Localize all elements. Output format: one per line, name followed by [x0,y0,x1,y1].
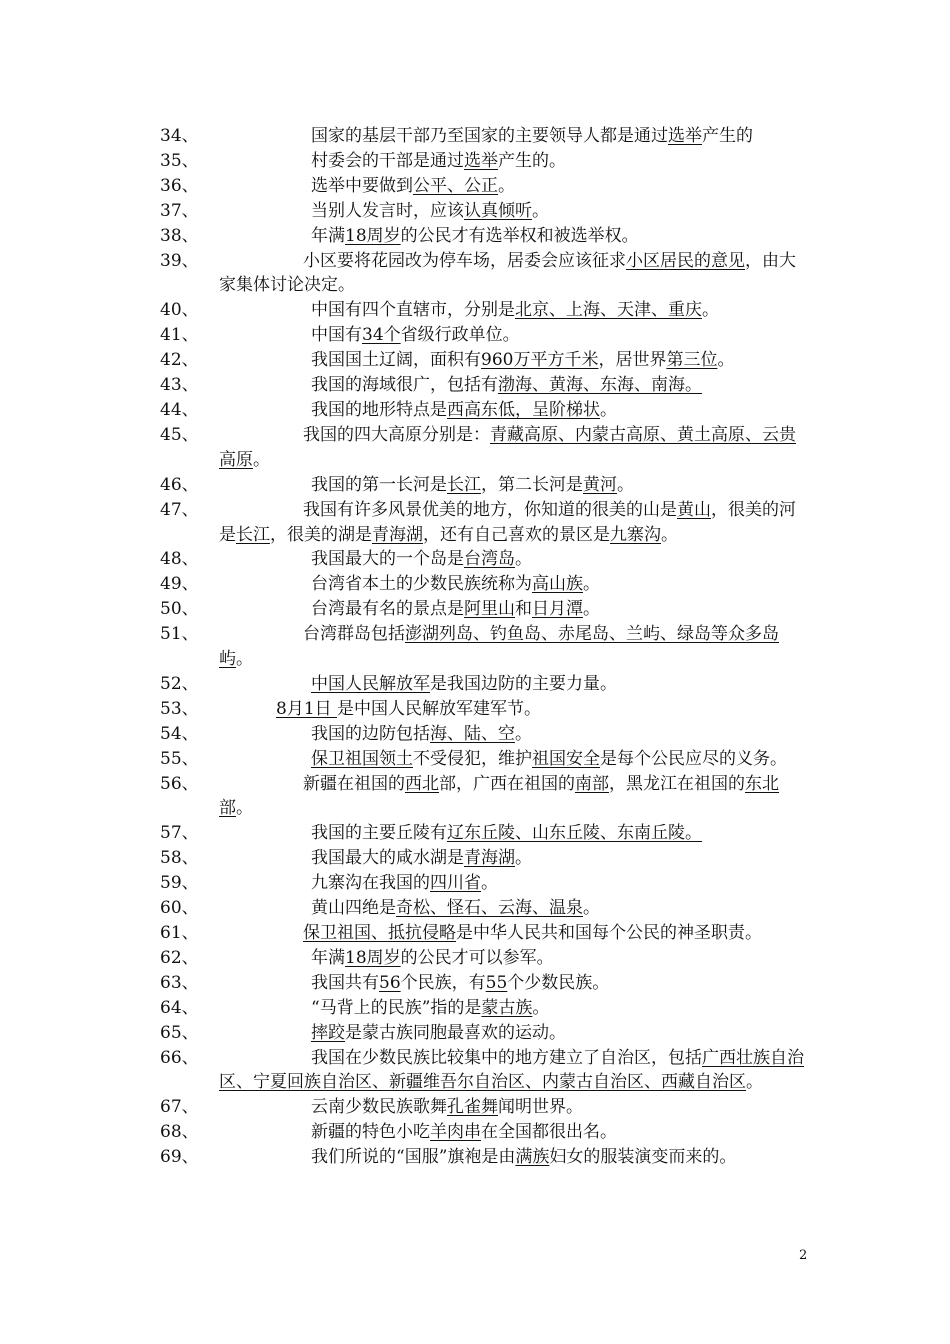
answer-text: 蒙古族 [481,997,533,1018]
item-text [219,373,810,398]
sentence-text: ，由大家集体讨论决定。 [219,250,796,296]
answer-text: 西北 [405,773,439,794]
item-number: 41、 [160,325,199,346]
answer-text: 渤海、黄海、东海、南海。 [498,375,702,396]
page-number: 2 [799,1248,808,1263]
item-text [219,871,810,896]
list-item [160,149,810,174]
item-number: 57、 [160,823,199,844]
sentence-text: 。 [583,599,600,620]
sentence-text: 台湾群岛包括 [303,624,405,645]
sentence-text: 我们所说的“国服”旗袍是由 [311,1147,516,1168]
sentence-text: 是中国人民解放军建军节。 [337,698,542,719]
answer-text: 选举 [668,126,702,146]
sentence-text: 台湾最有名的景点是 [311,599,464,620]
sentence-text: 。 [532,200,549,221]
sentence-text: 。 [717,350,735,371]
item-number: 49、 [160,574,199,595]
answer-text: 澎湖列岛、钓鱼岛、赤尾岛、兰屿、绿岛等众多岛屿 [219,624,779,670]
answer-text: 东北部 [219,773,779,819]
item-text [219,249,810,299]
answer-text: 保卫祖国、抵抗侵略 [303,923,456,943]
sentence-text: ，第二长河是 [481,474,583,495]
item-text [219,1021,810,1046]
item-text [219,473,810,498]
item-number: 62、 [160,947,199,968]
item-number: 65、 [160,1022,199,1043]
answer-text: 青海湖 [464,848,515,869]
sentence-text: ，黑龙江在祖国的 [609,773,745,794]
sentence-text: 黄山四绝是 [311,898,396,919]
list-item [160,697,810,722]
sentence-text: 妇女的服装演变而来的。 [549,1147,737,1168]
list-item [160,373,810,398]
answer-text: 海、陆、空 [430,723,515,744]
answer-text: 台湾岛 [464,549,515,570]
sentence-text: 我国的主要丘陵有 [311,823,447,844]
answer-text: 祖国安全 [532,748,600,769]
list-item [160,821,810,846]
sentence-text: 。 [583,574,600,595]
sentence-text: 不受侵犯，维护 [413,748,532,769]
sentence-text: 。 [702,300,719,321]
item-text [219,199,810,224]
sentence-text: 我国的四大高原分别是： [303,424,490,445]
sentence-text: 。 [746,1072,763,1093]
item-text [219,348,810,373]
item-text [219,672,810,697]
sentence-text: “马背上的民族”指的是 [311,997,482,1018]
list-item [160,846,810,871]
list-item [160,996,810,1021]
answer-text: 公平、公正 [413,175,498,196]
answer-text: 56 [379,972,401,993]
list-item [160,398,810,423]
sentence-text: 产生的。 [498,150,566,171]
sentence-text: 我国国土辽阔，面积有 [311,350,481,371]
item-number: 45、 [160,424,199,445]
answer-text: 保卫祖国领土 [311,748,413,769]
sentence-text: 年满 [311,225,345,246]
item-number: 34、 [160,126,199,146]
sentence-text: 是每个公民应尽的义务。 [600,748,787,769]
item-text [219,747,810,772]
item-number: 66、 [160,1047,199,1068]
item-number: 55、 [160,748,199,769]
sentence-text: 是中华人民共和国每个公民的神圣职责。 [456,923,762,943]
sentence-text: 中国有四个直辖市，分别是 [311,300,515,321]
sentence-text: 。 [583,898,600,919]
answer-text: 奇松、怪石、云海、温泉 [396,898,583,919]
answer-text: 8月1日 [276,698,338,719]
item-number: 46、 [160,474,199,495]
sentence-text: 。 [532,997,550,1018]
answer-text: 高山族 [532,574,583,595]
sentence-text: 在全国都很出名。 [481,1122,617,1143]
answer-text: 辽东丘陵、山东丘陵、东南丘陵。 [447,823,702,844]
answer-text: 摔跤 [311,1022,345,1043]
item-number: 44、 [160,399,199,420]
sentence-text: 国家的基层干部乃至国家的主要领导人都是通过 [311,126,668,146]
answer-text: 第三位 [666,350,718,371]
answer-text: 青藏高原、内蒙古高原、黄土高原、云贵高原 [219,424,796,470]
sentence-text: 年满 [311,947,345,968]
item-number: 54、 [160,723,199,744]
answer-text: 认真倾听 [464,200,532,221]
sentence-text: 和 [515,599,532,620]
list-item [160,1095,810,1120]
answer-text: 满族 [515,1147,550,1168]
answer-text: 青海湖 [372,524,423,545]
answer-text: 960万平方千米 [481,350,599,371]
item-number: 43、 [160,375,199,396]
item-text [219,323,810,348]
sentence-text: 我国的海域很广，包括有 [311,375,498,396]
item-text [219,921,810,946]
answer-text: 孔雀舞 [447,1097,498,1118]
item-text [219,124,810,149]
list-item [160,1145,810,1170]
sentence-text: 。 [236,798,253,819]
sentence-text: 新疆的特色小吃 [311,1122,430,1143]
item-number: 36、 [160,175,199,196]
item-number: 68、 [160,1122,199,1143]
sentence-text: 我国的第一长河是 [311,474,447,495]
sentence-text: 当别人发言时，应该 [311,200,464,221]
answer-text: 18周岁 [345,225,401,246]
list-item [160,1021,810,1046]
sentence-text: 我国的地形特点是 [311,399,447,420]
item-text [219,149,810,174]
list-item [160,298,810,323]
list-item [160,921,810,946]
sentence-text: 。 [253,449,270,470]
item-text [219,697,810,722]
sentence-text: ，很美的湖是 [270,524,372,545]
list-item [160,1120,810,1145]
list-item [160,946,810,971]
list-item [160,722,810,747]
list-item [160,174,810,199]
sentence-text: 我国共有 [311,972,379,993]
answer-text: 55 [485,972,508,993]
item-text [219,398,810,423]
sentence-text: 我国最大的一个岛是 [311,549,464,570]
list-item [160,622,810,672]
item-text [219,597,810,622]
list-item [160,498,810,548]
sentence-text: 的公民才可以参军。 [400,947,554,968]
item-number: 59、 [160,873,199,894]
sentence-text: 部，广西在祖国的 [439,773,575,794]
sentence-text: 台湾省本土的少数民族统称为 [311,574,532,595]
item-number: 63、 [160,972,199,993]
answer-text: 日月潭 [532,599,583,620]
sentence-text: 。 [515,848,532,869]
item-text [219,971,810,996]
list-item [160,971,810,996]
sentence-text: 云南少数民族歌舞 [311,1097,447,1118]
list-item [160,547,810,572]
item-number: 60、 [160,898,199,919]
numbered-list [160,124,810,1170]
item-text [219,174,810,199]
sentence-text: 。 [661,524,678,545]
sentence-text: 我国在少数民族比较集中的地方建立了自治区，包括 [311,1047,702,1068]
item-number: 52、 [160,673,199,694]
item-number: 35、 [160,150,199,171]
sentence-text: 。 [515,723,532,744]
answer-text: 九寨沟 [610,524,661,545]
sentence-text: ，很美的河是 [219,499,796,545]
item-number: 51、 [160,624,199,645]
item-text [219,572,810,597]
sentence-text: 中国有 [311,325,362,346]
item-text [219,846,810,871]
sentence-text: 产生的 [702,126,753,146]
sentence-text: 小区要将花园改为停车场，居委会应该征求 [303,250,626,271]
answer-text: 选举 [464,150,498,171]
item-number: 50、 [160,599,199,620]
item-text [219,298,810,323]
item-text [219,1120,810,1145]
sentence-text: 我国有许多风景优美的地方，你知道的很美的山是 [303,499,677,520]
list-item [160,124,810,149]
answer-text: 广西壮族自治区、宁夏回族自治区、新疆维吾尔自治区、内蒙古自治区、西藏自治区 [219,1047,804,1093]
item-number: 40、 [160,300,199,321]
sentence-text: 。 [236,649,253,670]
item-number: 48、 [160,549,199,570]
item-number: 39、 [160,250,199,271]
answer-text: 长江 [447,474,481,495]
sentence-text: 。 [481,873,498,894]
list-item [160,473,810,498]
item-text [219,622,810,672]
list-item [160,572,810,597]
answer-text: 中国人民解放军 [311,673,430,694]
answer-text: 34个 [362,325,401,346]
item-number: 58、 [160,848,199,869]
sentence-text: 的公民才有选举权和被选举权。 [400,225,639,246]
list-item [160,249,810,299]
item-number: 67、 [160,1097,199,1118]
answer-text: 黄河 [583,474,617,495]
item-text [219,896,810,921]
answer-text: 黄山 [677,499,711,520]
list-item [160,348,810,373]
list-item [160,772,810,822]
sentence-text: 村委会的干部是通过 [311,150,464,171]
sentence-text: 九寨沟在我国的 [311,873,430,894]
item-text [219,946,810,971]
sentence-text: 个少数民族。 [507,972,610,993]
sentence-text: 。 [617,474,634,495]
item-text [219,547,810,572]
list-item [160,423,810,473]
item-number: 64、 [160,997,199,1018]
answer-text: 长江 [236,524,270,545]
item-text [219,821,810,846]
sentence-text: 。 [515,549,532,570]
sentence-text: 是蒙古族同胞最喜欢的运动。 [345,1022,566,1043]
list-item [160,871,810,896]
sentence-text: ，居世界 [598,350,667,371]
item-text [219,1046,810,1096]
list-item [160,1046,810,1096]
item-text [219,1145,810,1170]
sentence-text: 选举中要做到 [311,175,413,196]
sentence-text: 。 [498,175,515,196]
item-text [219,224,810,249]
sentence-text: 个民族，有 [400,972,486,993]
item-text [219,996,810,1021]
item-text [219,423,810,473]
answer-text: 小区居民的意见 [626,250,745,271]
answer-text: 西高东低，呈阶梯状 [447,399,600,420]
item-text [219,772,810,822]
answer-text: 阿里山 [464,599,515,620]
list-item [160,597,810,622]
answer-text: 18周岁 [345,947,401,968]
sentence-text: ，还有自己喜欢的景区是 [423,524,610,545]
answer-text: 羊肉串 [430,1122,481,1143]
item-number: 42、 [160,350,199,371]
item-text [219,498,810,548]
item-number: 56、 [160,773,199,794]
item-number: 61、 [160,923,199,943]
list-item [160,224,810,249]
sentence-text: 省级行政单位。 [400,325,520,346]
item-number: 37、 [160,200,199,221]
sentence-text: 新疆在祖国的 [303,773,405,794]
sentence-text: 。 [600,399,617,420]
sentence-text: 我国最大的咸水湖是 [311,848,464,869]
list-item [160,896,810,921]
sentence-text: 是我国边防的主要力量。 [430,673,617,694]
answer-text: 北京、上海、天津、重庆 [515,300,702,321]
list-item [160,747,810,772]
list-item [160,672,810,697]
item-text [219,1095,810,1120]
sentence-text: 闻明世界。 [498,1097,583,1118]
list-item [160,323,810,348]
list-item [160,199,810,224]
item-number: 53、 [160,698,199,719]
item-text [219,722,810,747]
sentence-text: 我国的边防包括 [311,723,430,744]
item-number: 47、 [160,499,199,520]
answer-text: 南部 [575,773,609,794]
item-number: 69、 [160,1147,199,1168]
answer-text: 四川省 [430,873,481,894]
item-number: 38、 [160,225,199,246]
